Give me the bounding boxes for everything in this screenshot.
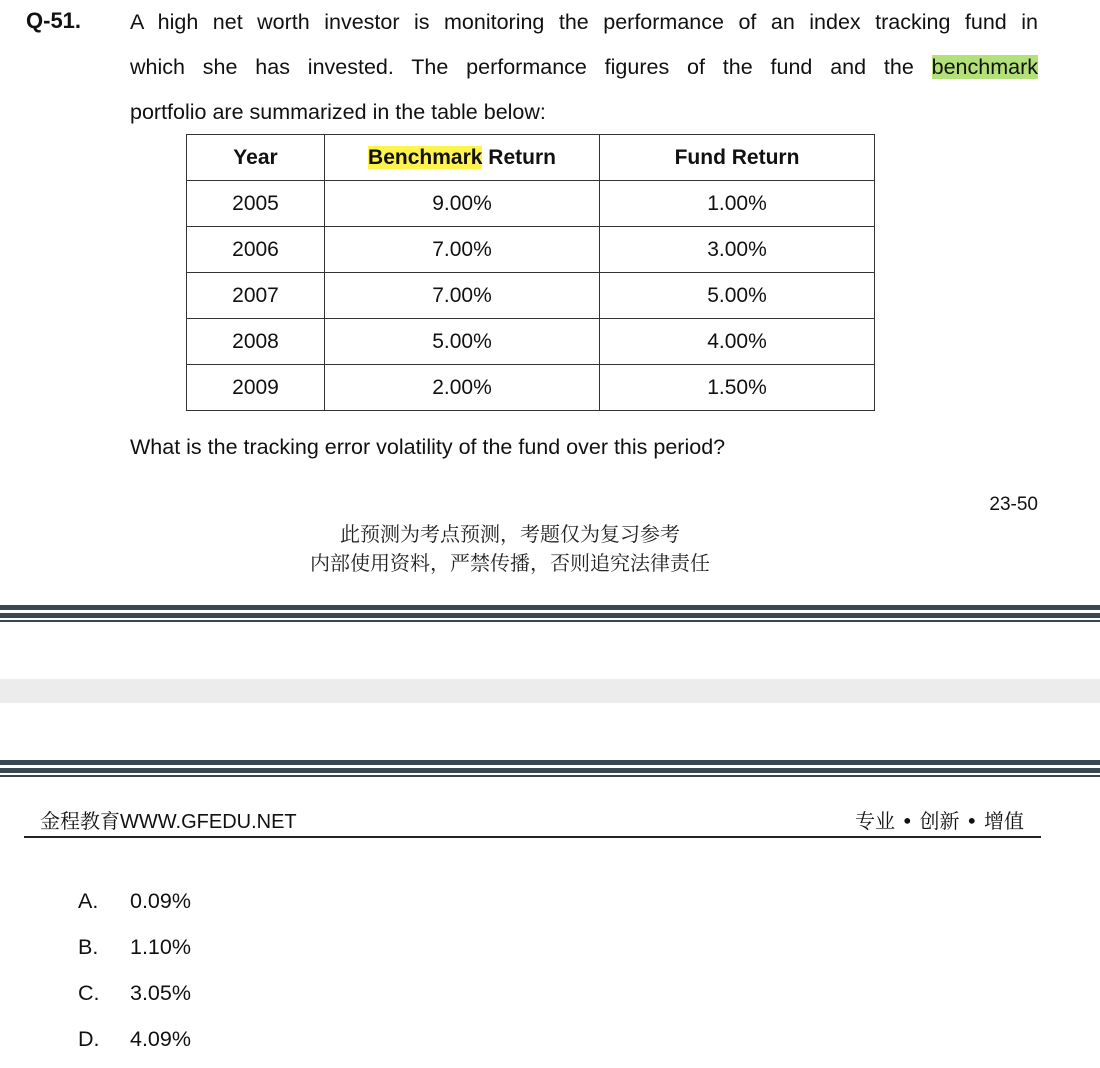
cell-year: 2009 <box>187 365 325 411</box>
question-number: Q-51. <box>26 8 82 33</box>
divider-bottom <box>0 760 1100 775</box>
divider-bar <box>0 768 1100 773</box>
option-letter: B. <box>78 935 99 959</box>
header-benchmark-rest: Return <box>482 145 556 169</box>
footer-slogan: 专业 • 创新 • 增值 <box>854 809 1024 833</box>
question-line-2 <box>130 45 1038 90</box>
option-a[interactable] <box>78 884 191 930</box>
cell-fund: 4.00% <box>600 319 875 365</box>
cell-fund: 1.50% <box>600 365 875 411</box>
cell-fund: 1.00% <box>600 181 875 227</box>
option-letter: A. <box>78 889 99 913</box>
brand-name: 金程教育 <box>40 809 120 833</box>
option-value: 1.10% <box>130 935 191 959</box>
footer-rule <box>24 836 1041 838</box>
cell-benchmark: 7.00% <box>325 227 600 273</box>
question-line-3: portfolio are summarized in the table below: <box>130 100 546 124</box>
divider-thin <box>0 620 1100 622</box>
option-c[interactable] <box>78 976 191 1022</box>
footer-brand <box>40 806 297 837</box>
page-number: 23-50 <box>989 494 1038 515</box>
option-value: 4.09% <box>130 1027 191 1051</box>
header-benchmark-highlight: Benchmark <box>368 145 483 169</box>
cell-year: 2006 <box>187 227 325 273</box>
cell-year: 2005 <box>187 181 325 227</box>
table-row <box>187 365 875 411</box>
cell-benchmark: 2.00% <box>325 365 600 411</box>
table-row <box>187 181 875 227</box>
question-line-2-text: which she has invested. The performance figures of the fund and the <box>130 55 914 79</box>
question-text <box>130 0 1038 135</box>
cell-benchmark: 5.00% <box>325 319 600 365</box>
table-row <box>187 227 875 273</box>
question-prompt: What is the tracking error volatility of the fund over this period? <box>130 435 726 459</box>
table-row <box>187 319 875 365</box>
confidential-notice <box>0 520 1020 578</box>
cell-year: 2008 <box>187 319 325 365</box>
divider-thin <box>0 775 1100 777</box>
option-d[interactable] <box>78 1022 191 1068</box>
answer-options <box>78 884 191 1068</box>
option-value: 3.05% <box>130 981 191 1005</box>
option-value: 0.09% <box>130 889 191 913</box>
page-break-band <box>0 679 1100 703</box>
cell-year: 2007 <box>187 273 325 319</box>
header-fund-return: Fund Return <box>600 135 875 181</box>
cell-fund: 3.00% <box>600 227 875 273</box>
option-letter: D. <box>78 1027 100 1051</box>
brand-website: WWW.GFEDU.NET <box>120 811 297 833</box>
cell-benchmark: 7.00% <box>325 273 600 319</box>
header-benchmark-return <box>325 135 600 181</box>
notice-line-1: 此预测为考点预测，考题仅为复习参考 <box>340 522 680 546</box>
highlighted-benchmark: benchmark <box>931 55 1038 79</box>
cell-benchmark: 9.00% <box>325 181 600 227</box>
table-row <box>187 273 875 319</box>
table-header-row <box>187 135 875 181</box>
returns-table <box>186 134 875 411</box>
option-letter: C. <box>78 981 100 1005</box>
header-year: Year <box>187 135 325 181</box>
divider-bar <box>0 613 1100 618</box>
notice-line-2: 内部使用资料，严禁传播，否则追究法律责任 <box>310 551 710 575</box>
cell-fund: 5.00% <box>600 273 875 319</box>
divider-top <box>0 605 1100 620</box>
question-line-1: A high net worth investor is monitoring the performance of an index tracking fund in <box>130 10 1038 34</box>
option-b[interactable] <box>78 930 191 976</box>
